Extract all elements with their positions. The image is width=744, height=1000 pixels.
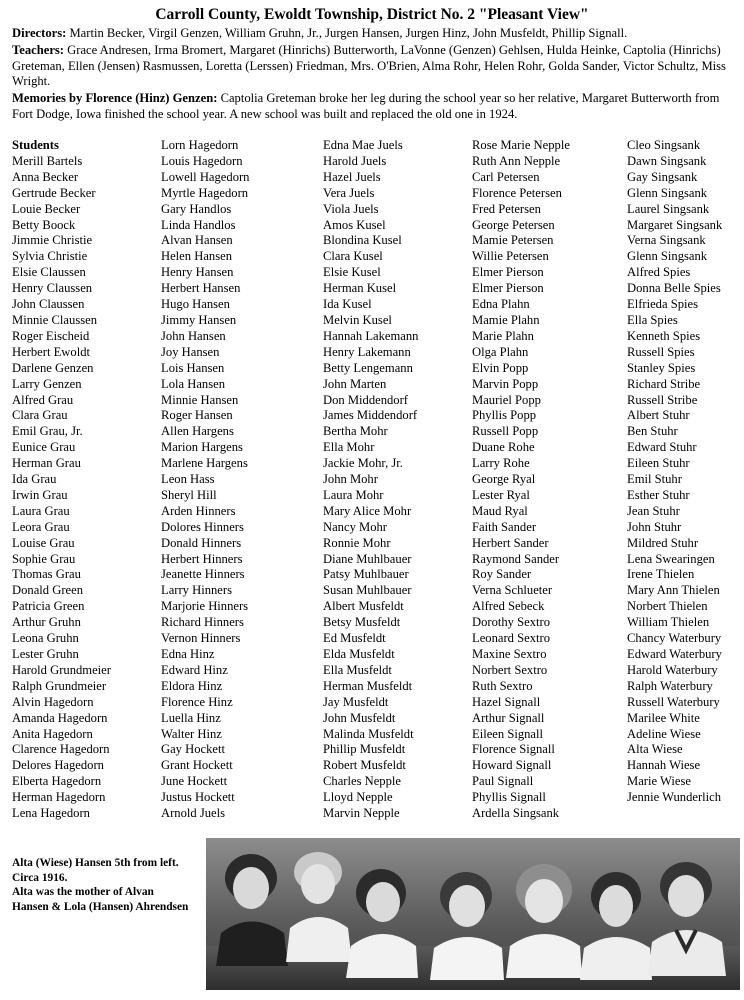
student-name: John Marten	[323, 376, 387, 391]
student-name: Jean Stuhr	[627, 503, 680, 518]
student-name: Elda Musfeldt	[323, 647, 395, 661]
student-name: Laura Grau	[12, 503, 70, 518]
student-name: Marilee White	[627, 710, 700, 725]
student-name: Leon Hass	[161, 472, 215, 487]
student-name: Roger Hansen	[161, 408, 233, 423]
student-name: Patsy Muhlbauer	[323, 567, 409, 582]
student-name: Marion Hargens	[161, 440, 243, 455]
student-name: Herman Grau	[12, 456, 81, 471]
student-name: Harold Waterbury	[627, 662, 718, 677]
student-name: Ed Musfeldt	[323, 631, 386, 646]
student-name: Irene Thielen	[627, 567, 695, 582]
student-column-2	[161, 138, 311, 822]
student-name: Gary Handlos	[161, 201, 232, 216]
student-name: Walter Hinz	[161, 726, 222, 741]
student-name: Edward Hinz	[161, 662, 228, 677]
student-name: June Hockett	[161, 774, 228, 789]
student-name: Luella Hinz	[161, 710, 221, 725]
student-name: Edward Stuhr	[627, 440, 697, 455]
student-name: Arthur Signall	[472, 710, 545, 725]
student-name: Hannah Wiese	[627, 758, 701, 773]
student-name: Marvin Nepple	[323, 806, 400, 821]
student-name: Eldora Hinz	[161, 678, 223, 693]
student-name: Henry Claussen	[12, 281, 93, 296]
student-name: Harold Juels	[323, 153, 387, 168]
student-name: Duane Rohe	[472, 440, 535, 455]
student-name: Albert Musfeldt	[323, 599, 404, 614]
student-column-1	[12, 138, 162, 822]
student-name: Merill Bartels	[12, 153, 83, 168]
student-name: Russell Spies	[627, 344, 695, 359]
student-name: Leora Grau	[12, 519, 70, 534]
student-name: Fred Petersen	[472, 201, 541, 216]
student-name: Herman Kusel	[323, 281, 397, 296]
student-name: Hazel Juels	[323, 169, 381, 184]
student-name: Leonard Sextro	[472, 631, 550, 646]
student-name: Cleo Singsank	[627, 138, 701, 152]
student-name: Herbert Sander	[472, 535, 549, 550]
student-name: Gay Hockett	[161, 742, 225, 757]
directors-paragraph	[12, 26, 736, 42]
student-name: Melvin Kusel	[323, 312, 392, 327]
student-name: Edward Waterbury	[627, 647, 722, 661]
student-name: Ben Stuhr	[627, 424, 678, 439]
caption-line-1: Alta (Wiese) Hansen 5th from left. Circa 1916.	[12, 857, 179, 884]
student-name: Vernon Hinners	[161, 631, 241, 646]
student-name: Linda Handlos	[161, 217, 236, 232]
student-name: Alfred Sebeck	[472, 599, 545, 614]
student-name: Sylvia Christie	[12, 249, 88, 264]
student-name: Ella Spies	[627, 312, 678, 327]
student-name: Malinda Musfeldt	[323, 726, 414, 741]
student-name: Marie Wiese	[627, 774, 691, 789]
student-name: John Hansen	[161, 328, 226, 343]
student-name: Lloyd Nepple	[323, 790, 393, 805]
student-name: Glenn Singsank	[627, 185, 708, 200]
student-name: Louie Becker	[12, 201, 81, 216]
student-name: Lowell Hagedorn	[161, 169, 250, 184]
student-name: Maxine Sextro	[472, 647, 547, 661]
student-name: Alvin Hagedorn	[12, 694, 94, 709]
student-name: Darlene Genzen	[12, 360, 94, 375]
student-name: Florence Hinz	[161, 694, 233, 709]
student-name: Elsie Claussen	[12, 265, 86, 280]
student-name: Russell Popp	[472, 424, 539, 439]
student-name: Phyllis Signall	[472, 790, 546, 805]
student-name: Donald Hinners	[161, 535, 242, 550]
student-name: Ralph Grundmeier	[12, 678, 107, 693]
student-name: Marvin Popp	[472, 376, 539, 391]
student-name: Eileen Signall	[472, 726, 543, 741]
student-name: Jimmy Hansen	[161, 312, 237, 327]
student-name: Herman Hagedorn	[12, 790, 106, 805]
student-name: John Musfeldt	[323, 710, 396, 725]
student-name: Florence Petersen	[472, 185, 562, 200]
caption-line-2: Alta was the mother of Alvan Hansen & Lola (Hansen) Ahrendsen	[12, 886, 189, 913]
student-name: Joy Hansen	[161, 344, 220, 359]
student-name: Jay Musfeldt	[323, 694, 389, 709]
student-name: Harold Grundmeier	[12, 662, 111, 677]
student-name: Marie Plahn	[472, 328, 534, 343]
student-name: Anna Becker	[12, 169, 79, 184]
student-name: Diane Muhlbauer	[323, 551, 412, 566]
student-name: Robert Musfeldt	[323, 758, 406, 773]
student-name: Clara Grau	[12, 408, 68, 423]
student-name: John Stuhr	[627, 519, 682, 534]
student-name: Susan Muhlbauer	[323, 583, 412, 598]
student-name: Mamie Plahn	[472, 312, 540, 327]
student-name: Delores Hagedorn	[12, 758, 104, 773]
student-name: Viola Juels	[323, 201, 379, 216]
student-name: Roy Sander	[472, 567, 532, 582]
student-name: Lester Ryal	[472, 487, 530, 502]
memories-text: Captolia Greteman broke her leg during the school year so her relative, Margaret Butterworth from Fort Dodge, Iowa finished the school year. A new school was built and replaced the old one in 1924.	[12, 91, 720, 121]
student-name: Gay Singsank	[627, 169, 698, 184]
students-header: Students	[12, 138, 59, 152]
student-name: Donald Green	[12, 583, 83, 598]
student-name: Phillip Musfeldt	[323, 742, 406, 757]
student-name: Larry Genzen	[12, 376, 82, 391]
student-name: Don Middendorf	[323, 392, 408, 407]
student-name: Arden Hinners	[161, 503, 236, 518]
student-name: Nancy Mohr	[323, 519, 388, 534]
student-name: Grant Hockett	[161, 758, 233, 773]
student-name: Kenneth Spies	[627, 328, 701, 343]
teachers-label: Teachers:	[12, 42, 64, 57]
student-name: Lola Hansen	[161, 376, 225, 391]
student-name: Betty Lengemann	[323, 360, 413, 375]
student-name: Lois Hansen	[161, 360, 225, 375]
student-name: Blondina Kusel	[323, 233, 402, 248]
student-name: Phyllis Popp	[472, 408, 537, 423]
student-column-3	[323, 138, 473, 822]
student-name: Sophie Grau	[12, 551, 76, 566]
student-name: Margaret Singsank	[627, 217, 723, 232]
student-name: Ella Musfeldt	[323, 662, 392, 677]
student-name: Charles Nepple	[323, 774, 401, 789]
student-name: Elmer Pierson	[472, 281, 544, 296]
student-name: James Middendorf	[323, 408, 418, 423]
student-name: Clara Kusel	[323, 249, 383, 264]
student-name: Edna Plahn	[472, 297, 530, 312]
student-name: Jeanette Hinners	[161, 567, 245, 582]
student-name: Clarence Hagedorn	[12, 742, 110, 757]
student-name: Glenn Singsank	[627, 249, 708, 264]
group-photo	[206, 838, 740, 990]
memories-label: Memories by Florence (Hinz) Genzen:	[12, 91, 218, 106]
student-name: Albert Stuhr	[627, 408, 690, 423]
student-name: Alfred Spies	[627, 265, 691, 280]
student-name: Anita Hagedorn	[12, 726, 93, 741]
student-name: William Thielen	[627, 615, 710, 630]
student-name: Irwin Grau	[12, 487, 68, 502]
student-name: Ruth Sextro	[472, 678, 533, 693]
student-name: Elberta Hagedorn	[12, 774, 102, 789]
student-name: Ella Mohr	[323, 440, 375, 455]
student-name: Alfred Grau	[12, 392, 74, 407]
student-name: Gertrude Becker	[12, 185, 96, 200]
student-name: Faith Sander	[472, 519, 537, 534]
student-name: Roger Eischeid	[12, 328, 90, 343]
student-name: Edna Mae Juels	[323, 138, 403, 152]
teachers-text: Grace Andresen, Irma Bromert, Margaret (Hinrichs) Butterworth, LaVonne (Genzen) Gehlsen, Hulda Heinke, Captolia (Hinrichs) Greteman, Ellen (Jensen) Rasmussen, Loretta (Lerssen) Friedman, Mrs. O'Brien, Alma Rohr, Helen Rohr, Golda Sander, Victor Schultz, Miss Wright.	[12, 42, 726, 89]
student-name: Olga Plahn	[472, 344, 529, 359]
student-name: Marlene Hargens	[161, 456, 248, 471]
student-name: Verna Schlueter	[472, 583, 553, 598]
student-name: Myrtle Hagedorn	[161, 185, 249, 200]
memories-paragraph	[12, 91, 736, 123]
student-name: George Ryal	[472, 472, 536, 487]
student-name: Edna Hinz	[161, 647, 215, 661]
student-name: Sheryl Hill	[161, 487, 217, 502]
directors-text: Martin Becker, Virgil Genzen, William Gruhn, Jr., Jurgen Hansen, Jurgen Hinz, John Musfeldt, Phillip Signall.	[69, 26, 628, 40]
student-name: Eileen Stuhr	[627, 456, 690, 471]
student-name: Arnold Juels	[161, 806, 226, 821]
student-name: Minnie Hansen	[161, 392, 239, 407]
student-name: Chancy Waterbury	[627, 631, 722, 646]
student-name: Ralph Waterbury	[627, 678, 713, 693]
student-name: Mamie Petersen	[472, 233, 554, 248]
student-name: Thomas Grau	[12, 567, 81, 582]
student-name: Bertha Mohr	[323, 424, 388, 439]
student-name: Donna Belle Spies	[627, 281, 721, 296]
student-name: Larry Rohe	[472, 456, 530, 471]
student-name: Herman Musfeldt	[323, 678, 413, 693]
directors-label: Directors:	[12, 26, 67, 40]
teachers-paragraph	[12, 43, 736, 90]
student-name: Herbert Ewoldt	[12, 344, 90, 359]
student-name: Ida Kusel	[323, 297, 372, 312]
student-name: Laurel Singsank	[627, 201, 710, 216]
student-name: Alvan Hansen	[161, 233, 233, 248]
student-name: Lester Gruhn	[12, 647, 79, 661]
student-name: Louise Grau	[12, 535, 75, 550]
student-name: Lorn Hagedorn	[161, 138, 239, 152]
student-name: Adeline Wiese	[627, 726, 701, 741]
student-name: Esther Stuhr	[627, 487, 690, 502]
student-name: Richard Stribe	[627, 376, 701, 391]
student-name: Elvin Popp	[472, 360, 529, 375]
student-name: Willie Petersen	[472, 249, 549, 264]
student-column-4	[472, 138, 622, 822]
student-name: Larry Hinners	[161, 583, 232, 598]
student-name: Florence Signall	[472, 742, 555, 757]
student-name: Mary Alice Mohr	[323, 503, 412, 518]
student-name: Elfrieda Spies	[627, 297, 698, 312]
student-name: Jennie Wunderlich	[627, 790, 722, 805]
student-name: Amos Kusel	[323, 217, 386, 232]
student-name: Richard Hinners	[161, 615, 244, 630]
student-name: Allen Hargens	[161, 424, 234, 439]
student-name: Maud Ryal	[472, 503, 528, 518]
student-name: Mary Ann Thielen	[627, 583, 720, 598]
student-name: Dawn Singsank	[627, 153, 707, 168]
student-name: Paul Signall	[472, 774, 534, 789]
student-name: Ardella Singsank	[472, 806, 560, 821]
student-column-5	[627, 138, 744, 806]
student-name: Dorothy Sextro	[472, 615, 551, 630]
student-name: Lena Hagedorn	[12, 806, 90, 821]
student-name: Hazel Signall	[472, 694, 541, 709]
group-photo-image	[206, 838, 740, 990]
student-name: Hannah Lakemann	[323, 328, 419, 343]
student-name: Hugo Hansen	[161, 297, 230, 312]
student-name: Eunice Grau	[12, 440, 76, 455]
student-name: Helen Hansen	[161, 249, 232, 264]
student-name: Marjorie Hinners	[161, 599, 249, 614]
student-name: Minnie Claussen	[12, 312, 98, 327]
student-name: Betty Boock	[12, 217, 76, 232]
student-name: Leona Gruhn	[12, 631, 79, 646]
student-name: Howard Signall	[472, 758, 552, 773]
student-name: Louis Hagedorn	[161, 153, 243, 168]
student-name: Vera Juels	[323, 185, 375, 200]
student-name: Lena Swearingen	[627, 551, 715, 566]
student-name: Mildred Stuhr	[627, 535, 699, 550]
photo-caption	[12, 856, 192, 914]
student-name: Raymond Sander	[472, 551, 560, 566]
student-name: Dolores Hinners	[161, 519, 244, 534]
student-name: Norbert Sextro	[472, 662, 548, 677]
student-name: Herbert Hansen	[161, 281, 241, 296]
student-name: Ida Grau	[12, 472, 57, 487]
page-title: Carroll County, Ewoldt Township, District No. 2 "Pleasant View"	[155, 6, 589, 23]
student-name: Elmer Pierson	[472, 265, 544, 280]
student-name: Laura Mohr	[323, 487, 384, 502]
student-name: Elsie Kusel	[323, 265, 381, 280]
student-name: George Petersen	[472, 217, 555, 232]
student-name: Russell Stribe	[627, 392, 698, 407]
student-name: Carl Petersen	[472, 169, 540, 184]
student-name: Mauriel Popp	[472, 392, 541, 407]
student-name: Stanley Spies	[627, 360, 696, 375]
student-name: Emil Stuhr	[627, 472, 682, 487]
student-name: Patricia Green	[12, 599, 85, 614]
student-name: Norbert Thielen	[627, 599, 708, 614]
student-name: Justus Hockett	[161, 790, 235, 805]
student-name: Emil Grau, Jr.	[12, 424, 83, 439]
student-name: Amanda Hagedorn	[12, 710, 108, 725]
student-name: Rose Marie Nepple	[472, 138, 570, 152]
student-name: Jackie Mohr, Jr.	[323, 456, 403, 471]
student-name: Arthur Gruhn	[12, 615, 81, 630]
student-name: Henry Lakemann	[323, 344, 411, 359]
student-name: Henry Hansen	[161, 265, 234, 280]
student-name: Herbert Hinners	[161, 551, 243, 566]
student-name: Jimmie Christie	[12, 233, 93, 248]
student-name: Russell Waterbury	[627, 694, 720, 709]
student-name: John Claussen	[12, 297, 85, 312]
student-name: Ruth Ann Nepple	[472, 153, 561, 168]
student-name: John Mohr	[323, 472, 378, 487]
student-name: Ronnie Mohr	[323, 535, 391, 550]
intro-section	[12, 26, 736, 124]
student-name: Betsy Musfeldt	[323, 615, 401, 630]
student-name: Verna Singsank	[627, 233, 706, 248]
student-name: Alta Wiese	[627, 742, 683, 757]
